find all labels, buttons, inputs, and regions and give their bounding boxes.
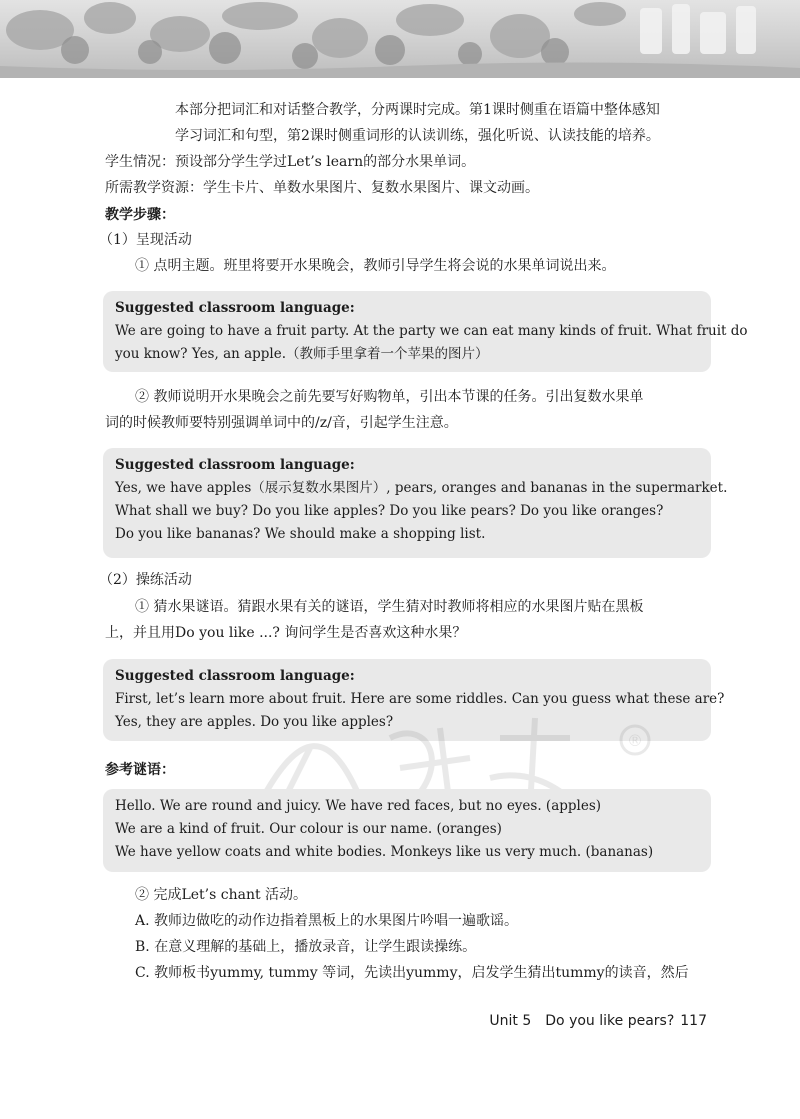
chant-step-b: B. 在意义理解的基础上，播放录音，让学生跟读操练。: [135, 939, 477, 955]
suggested-language-box-2: [103, 448, 728, 558]
footer-unit: Unit 5: [489, 1013, 532, 1029]
step-3-text-line-1: ① 猜水果谜语。猜跟水果有关的谜语，学生猜对时教师将相应的水果图片贴在黑板: [135, 599, 644, 615]
registered-mark: ®: [627, 731, 643, 750]
step-3-text-line-2: 上，并且用Do you like ...? 询问学生是否喜欢这种水果？: [105, 625, 467, 641]
box-line: you know? Yes, an apple.（教师手里拿着一个苹果的图片）: [115, 346, 489, 362]
intro-paragraph-line-2: 学习词汇和句型，第2课时侧重词形的认读训练，强化听说、认读技能的培养。: [175, 128, 660, 144]
teaching-resources: 所需教学资源：学生卡片、单数水果图片、复数水果图片、课文动画。: [105, 180, 539, 196]
step-1-text: ① 点明主题。班里将要开水果晚会，教师引导学生将会说的水果单词说出来。: [135, 258, 616, 274]
box-line: Yes, they are apples. Do you like apples?: [115, 714, 394, 730]
footer-title: Do you like pears?: [545, 1013, 675, 1029]
box-line: We are going to have a fruit party. At the party we can eat many kinds of fruit. What fruit do: [115, 323, 748, 339]
header-decorative-band: [0, 0, 800, 78]
step-2-text-line-2: 词的时候教师要特别强调单词中的/z/音，引起学生注意。: [105, 415, 458, 431]
page-number: 117: [680, 1013, 707, 1029]
box-line: What shall we buy? Do you like apples? Do you like pears? Do you like oranges?: [115, 503, 664, 519]
students-situation: 学生情况：预设部分学生学过Let’s learn的部分水果单词。: [105, 154, 476, 170]
page-footer: [489, 1011, 707, 1031]
riddle-line: We have yellow coats and white bodies. Monkeys like us very much. (bananas): [115, 844, 654, 860]
box-line: First, let’s learn more about fruit. Here are some riddles. Can you guess what these are?: [115, 691, 725, 707]
chant-step-a: A. 教师边做吃的动作边指着黑板上的水果图片吟唱一遍歌谣。: [135, 913, 519, 929]
box-title: Suggested classroom language:: [115, 300, 355, 316]
stage-1-heading: （1）呈现活动: [99, 232, 192, 248]
box-title: Suggested classroom language:: [115, 457, 355, 473]
riddle-line: Hello. We are round and juicy. We have red faces, but no eyes. (apples): [115, 798, 602, 814]
riddle-line: We are a kind of fruit. Our colour is our name. (oranges): [115, 821, 502, 837]
header-fruit-illustration: [0, 0, 800, 78]
riddles-heading: 参考谜语：: [105, 762, 175, 778]
box-line: Yes, we have apples（展示复数水果图片）, pears, oranges and bananas in the supermarket.: [115, 480, 728, 496]
intro-paragraph-line-1: 本部分把词汇和对话整合教学，分两课时完成。第1课时侧重在语篇中整体感知: [175, 102, 660, 118]
step-2-text-line-1: ② 教师说明开水果晚会之前先要写好购物单，引出本节课的任务。引出复数水果单: [135, 389, 644, 405]
chant-step-c: C. 教师板书yummy, tummy 等词，先读出yummy，启发学生猜出tummy的读音，然后: [135, 965, 689, 981]
stage-2-heading: （2）操练活动: [99, 572, 192, 588]
suggested-language-box-1: [103, 291, 748, 372]
chant-step-text: ② 完成Let’s chant 活动。: [135, 887, 308, 903]
box-title: Suggested classroom language:: [115, 668, 355, 684]
box-line: Do you like bananas? We should make a shopping list.: [115, 526, 486, 542]
riddles-box: [103, 789, 711, 872]
teaching-steps-heading: 教学步骤：: [105, 207, 175, 223]
